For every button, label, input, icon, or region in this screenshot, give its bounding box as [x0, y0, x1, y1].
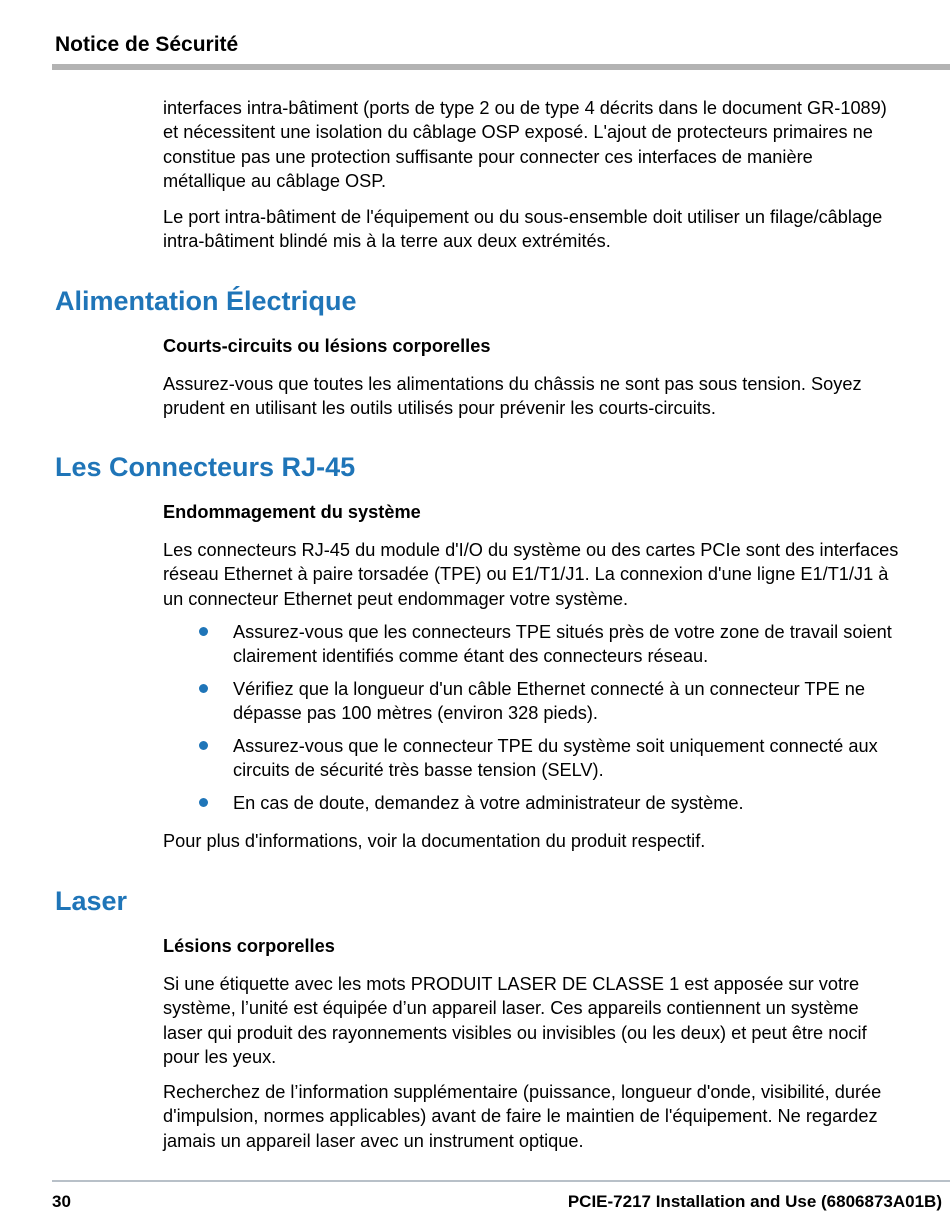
bullet-icon — [198, 734, 210, 746]
bullet-icon — [198, 620, 210, 632]
text-line: Vérifiez que la longueur d'un câble Ethernet connecté à un connecteur TPE ne — [233, 679, 866, 699]
list-item — [233, 620, 950, 669]
footer-divider — [52, 1180, 950, 1182]
text-line: intra-bâtiment blindé mis à la terre aux deux extrémités. — [163, 231, 611, 252]
bullet-icon — [198, 677, 210, 689]
bullet-icon — [198, 791, 210, 803]
text-line: Si une étiquette avec les mots PRODUIT LASER DE CLASSE 1 est apposée sur votre — [163, 974, 860, 994]
text-line: Recherchez de l’information supplémentaire (puissance, longueur d'onde, visibilité, durée — [163, 1082, 882, 1102]
text-line: clairement identifiés comme étant des connecteurs réseau. — [233, 646, 709, 667]
page-header-title: Notice de Sécurité — [55, 33, 239, 56]
intro-paragraph-1 — [163, 96, 950, 193]
text-line: Assurez-vous que toutes les alimentations du châssis ne sont pas sous tension. Soyez — [163, 374, 862, 394]
text-line: d'impulsion, normes applicables) avant de faire le maintien de l'équipement. Ne regardez — [163, 1106, 878, 1127]
section-heading-laser: Laser — [55, 886, 128, 916]
section-heading-rj45: Les Connecteurs RJ-45 — [55, 452, 356, 482]
text-line: Les connecteurs RJ-45 du module d'I/O du système ou des cartes PCIe sont des interfaces — [163, 540, 899, 560]
subheading-rj45: Endommagement du système — [163, 502, 421, 522]
text-line: Assurez-vous que le connecteur TPE du système soit uniquement connecté aux — [233, 736, 878, 756]
text-line: circuits de sécurité très basse tension (SELV). — [233, 760, 604, 781]
list-item — [233, 734, 950, 783]
text-line: jamais un appareil laser avec un instrument optique. — [163, 1130, 584, 1151]
text-line: Le port intra-bâtiment de l'équipement ou du sous-ensemble doit utiliser un filage/câblage — [163, 207, 883, 227]
power-paragraph — [163, 372, 950, 421]
subheading-power: Courts-circuits ou lésions corporelles — [163, 336, 491, 356]
page-number: 30 — [52, 1192, 71, 1211]
list-item — [233, 791, 950, 815]
header-divider — [52, 64, 950, 70]
text-line: réseau Ethernet à paire torsadée (TPE) ou E1/T1/J1. La connexion d'une ligne E1/T1/J1 à — [163, 564, 889, 585]
laser-paragraph-2 — [163, 1080, 950, 1153]
text-line: dépasse pas 100 mètres (environ 328 pieds). — [233, 703, 598, 724]
text-line: système, l’unité est équipée d’un appareil laser. Ces appareils contiennent un système — [163, 998, 859, 1019]
text-line: interfaces intra-bâtiment (ports de type 2 ou de type 4 décrits dans le document GR-1089) — [163, 98, 887, 118]
laser-paragraph-1 — [163, 972, 950, 1069]
text-line: et nécessitent une isolation du câblage OSP exposé. L'ajout de protecteurs primaires ne — [163, 122, 873, 143]
rj45-paragraph-2 — [163, 829, 950, 853]
intro-paragraph-2 — [163, 205, 950, 254]
text-line: constitue pas une protection suffisante pour connecter ces interfaces de manière — [163, 146, 813, 167]
rj45-paragraph-1 — [163, 538, 950, 611]
text-line: En cas de doute, demandez à votre administrateur de système. — [233, 793, 744, 813]
section-heading-power: Alimentation Électrique — [55, 286, 357, 316]
list-item — [233, 677, 950, 726]
text-line: pour les yeux. — [163, 1046, 277, 1067]
text-line: un connecteur Ethernet peut endommager votre système. — [163, 588, 629, 609]
text-line: laser qui produit des rayonnements visibles ou invisibles (ou les deux) et peut être nocif — [163, 1022, 867, 1043]
text-line: métallique au câblage OSP. — [163, 170, 387, 191]
text-line: Assurez-vous que les connecteurs TPE situés près de votre zone de travail soient — [233, 622, 892, 642]
footer-doc-title: PCIE-7217 Installation and Use (6806873A01B) — [567, 1192, 942, 1211]
subheading-laser: Lésions corporelles — [163, 936, 335, 956]
text-line: prudent en utilisant les outils utilisés pour prévenir les courts-circuits. — [163, 398, 716, 419]
text-line: Pour plus d'informations, voir la documentation du produit respectif. — [163, 831, 706, 851]
